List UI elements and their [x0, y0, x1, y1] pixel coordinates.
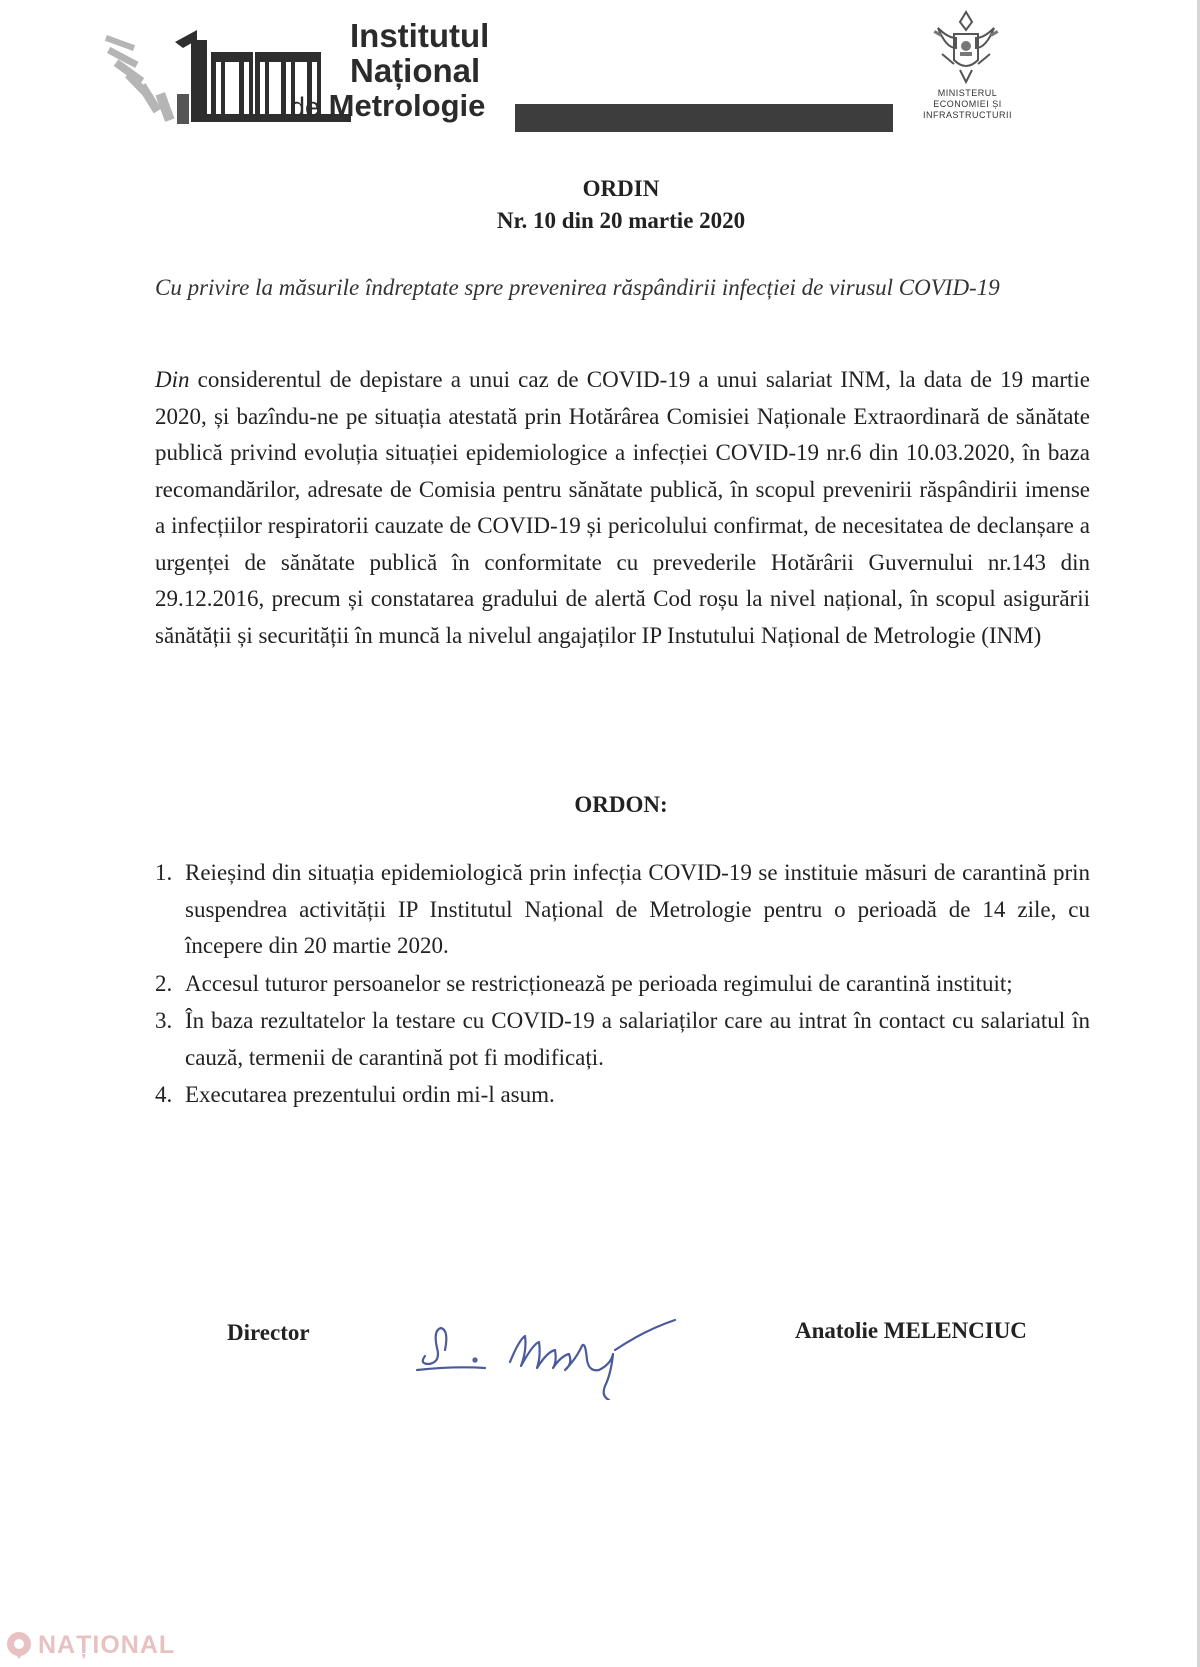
institute-name-line1: Institutul: [350, 17, 490, 54]
watermark-text: NAȚIONAL: [38, 1630, 176, 1659]
watermark: [0, 1627, 175, 1663]
document-number: Nr. 10 din 20 martie 2020: [496, 208, 746, 233]
coat-of-arms-icon: [930, 8, 1002, 88]
list-item: [155, 1077, 1090, 1114]
ordon-heading: ORDON:: [574, 792, 668, 817]
intro-paragraph: [155, 362, 1090, 654]
ministry-line1: MINISTERUL: [937, 88, 998, 98]
list-item-number: 2.: [155, 970, 173, 996]
list-item-text: Accesul tuturor persoanelor se restricționează pe perioada regimului de carantină instituit;: [185, 970, 1013, 996]
ministry-line2: ECONOMIEI ȘI: [933, 99, 1002, 109]
list-item-text: Reieșind din situația epidemiologică prin infecția COVID-19 se instituie măsuri de carantină prin suspendrea activității IP Institutul Național de Metrologie pentru o perioadă de 14 zile, cu începere din 20 martie 2020.: [185, 860, 1090, 958]
institute-name-de: de: [290, 92, 321, 122]
institute-name: [290, 17, 490, 125]
list-item-number: 4.: [155, 1082, 173, 1107]
list-item-number: 1.: [155, 860, 173, 885]
signatory-name: Anatolie MELENCIUC: [795, 1318, 1027, 1343]
order-items-list: [155, 855, 1090, 1115]
institute-name-metrologie: Metrologie: [328, 88, 486, 123]
institute-name-line2: Național: [350, 52, 481, 89]
redaction-bar: [515, 104, 893, 132]
list-item-text: Executarea prezentului ordin mi-l asum.: [185, 1082, 555, 1107]
intro-body: considerentul de depistare a unui caz de COVID-19 a unui salariat INM, la data de 19 martie 2020, și bazîndu-ne pe situația atestată prin Hotărârea Comisiei Naționale Extraordinară de sănătate publică privind evoluția situației epidemiologice a infecției COVID-19 nr.6 din 10.03.2020, în baza recomandărilor, adresate de Comisia pentru sănătate publică, în scopul prevenirii răspândirii imense a infecțiilor respiratorii cauzate de COVID-19 și pericolului confirmat, de necesitatea de declanșare a urgenței de sănătate publică în conformitate cu prevederile Hotărârii Guvernului nr.143 din 29.12.2016, precum și constatarea gradului de alertă Cod roșu la nivel național, în scopul asigurării sănătății și securității în muncă la nivelul angajaților IP Instutului Național de Metrologie (INM): [155, 367, 1090, 648]
ministry-line3: INFRASTRUCTURII: [923, 110, 1012, 120]
handwritten-signature: [415, 1290, 715, 1400]
document-subject: Cu privire la măsurile îndreptate spre prevenirea răspândirii infecției de virusul COVID-19: [155, 275, 1000, 300]
signature-role: Director: [227, 1320, 310, 1345]
ministry-label: [895, 88, 1040, 121]
list-item: [155, 966, 1090, 1003]
institute-name-line3: [290, 88, 489, 125]
list-item: [155, 1003, 1090, 1076]
list-item: [155, 855, 1090, 965]
document-title: ORDIN: [582, 176, 660, 201]
location-pin-icon: [4, 1630, 34, 1660]
list-item-text: În baza rezultatelor la testare cu COVID-19 a salariaților care au intrat în contact cu salariatul în cauză, termenii de carantină pot fi modificați.: [185, 1008, 1090, 1070]
list-item-number: 3.: [155, 1008, 173, 1033]
intro-lead: Din: [155, 367, 190, 392]
